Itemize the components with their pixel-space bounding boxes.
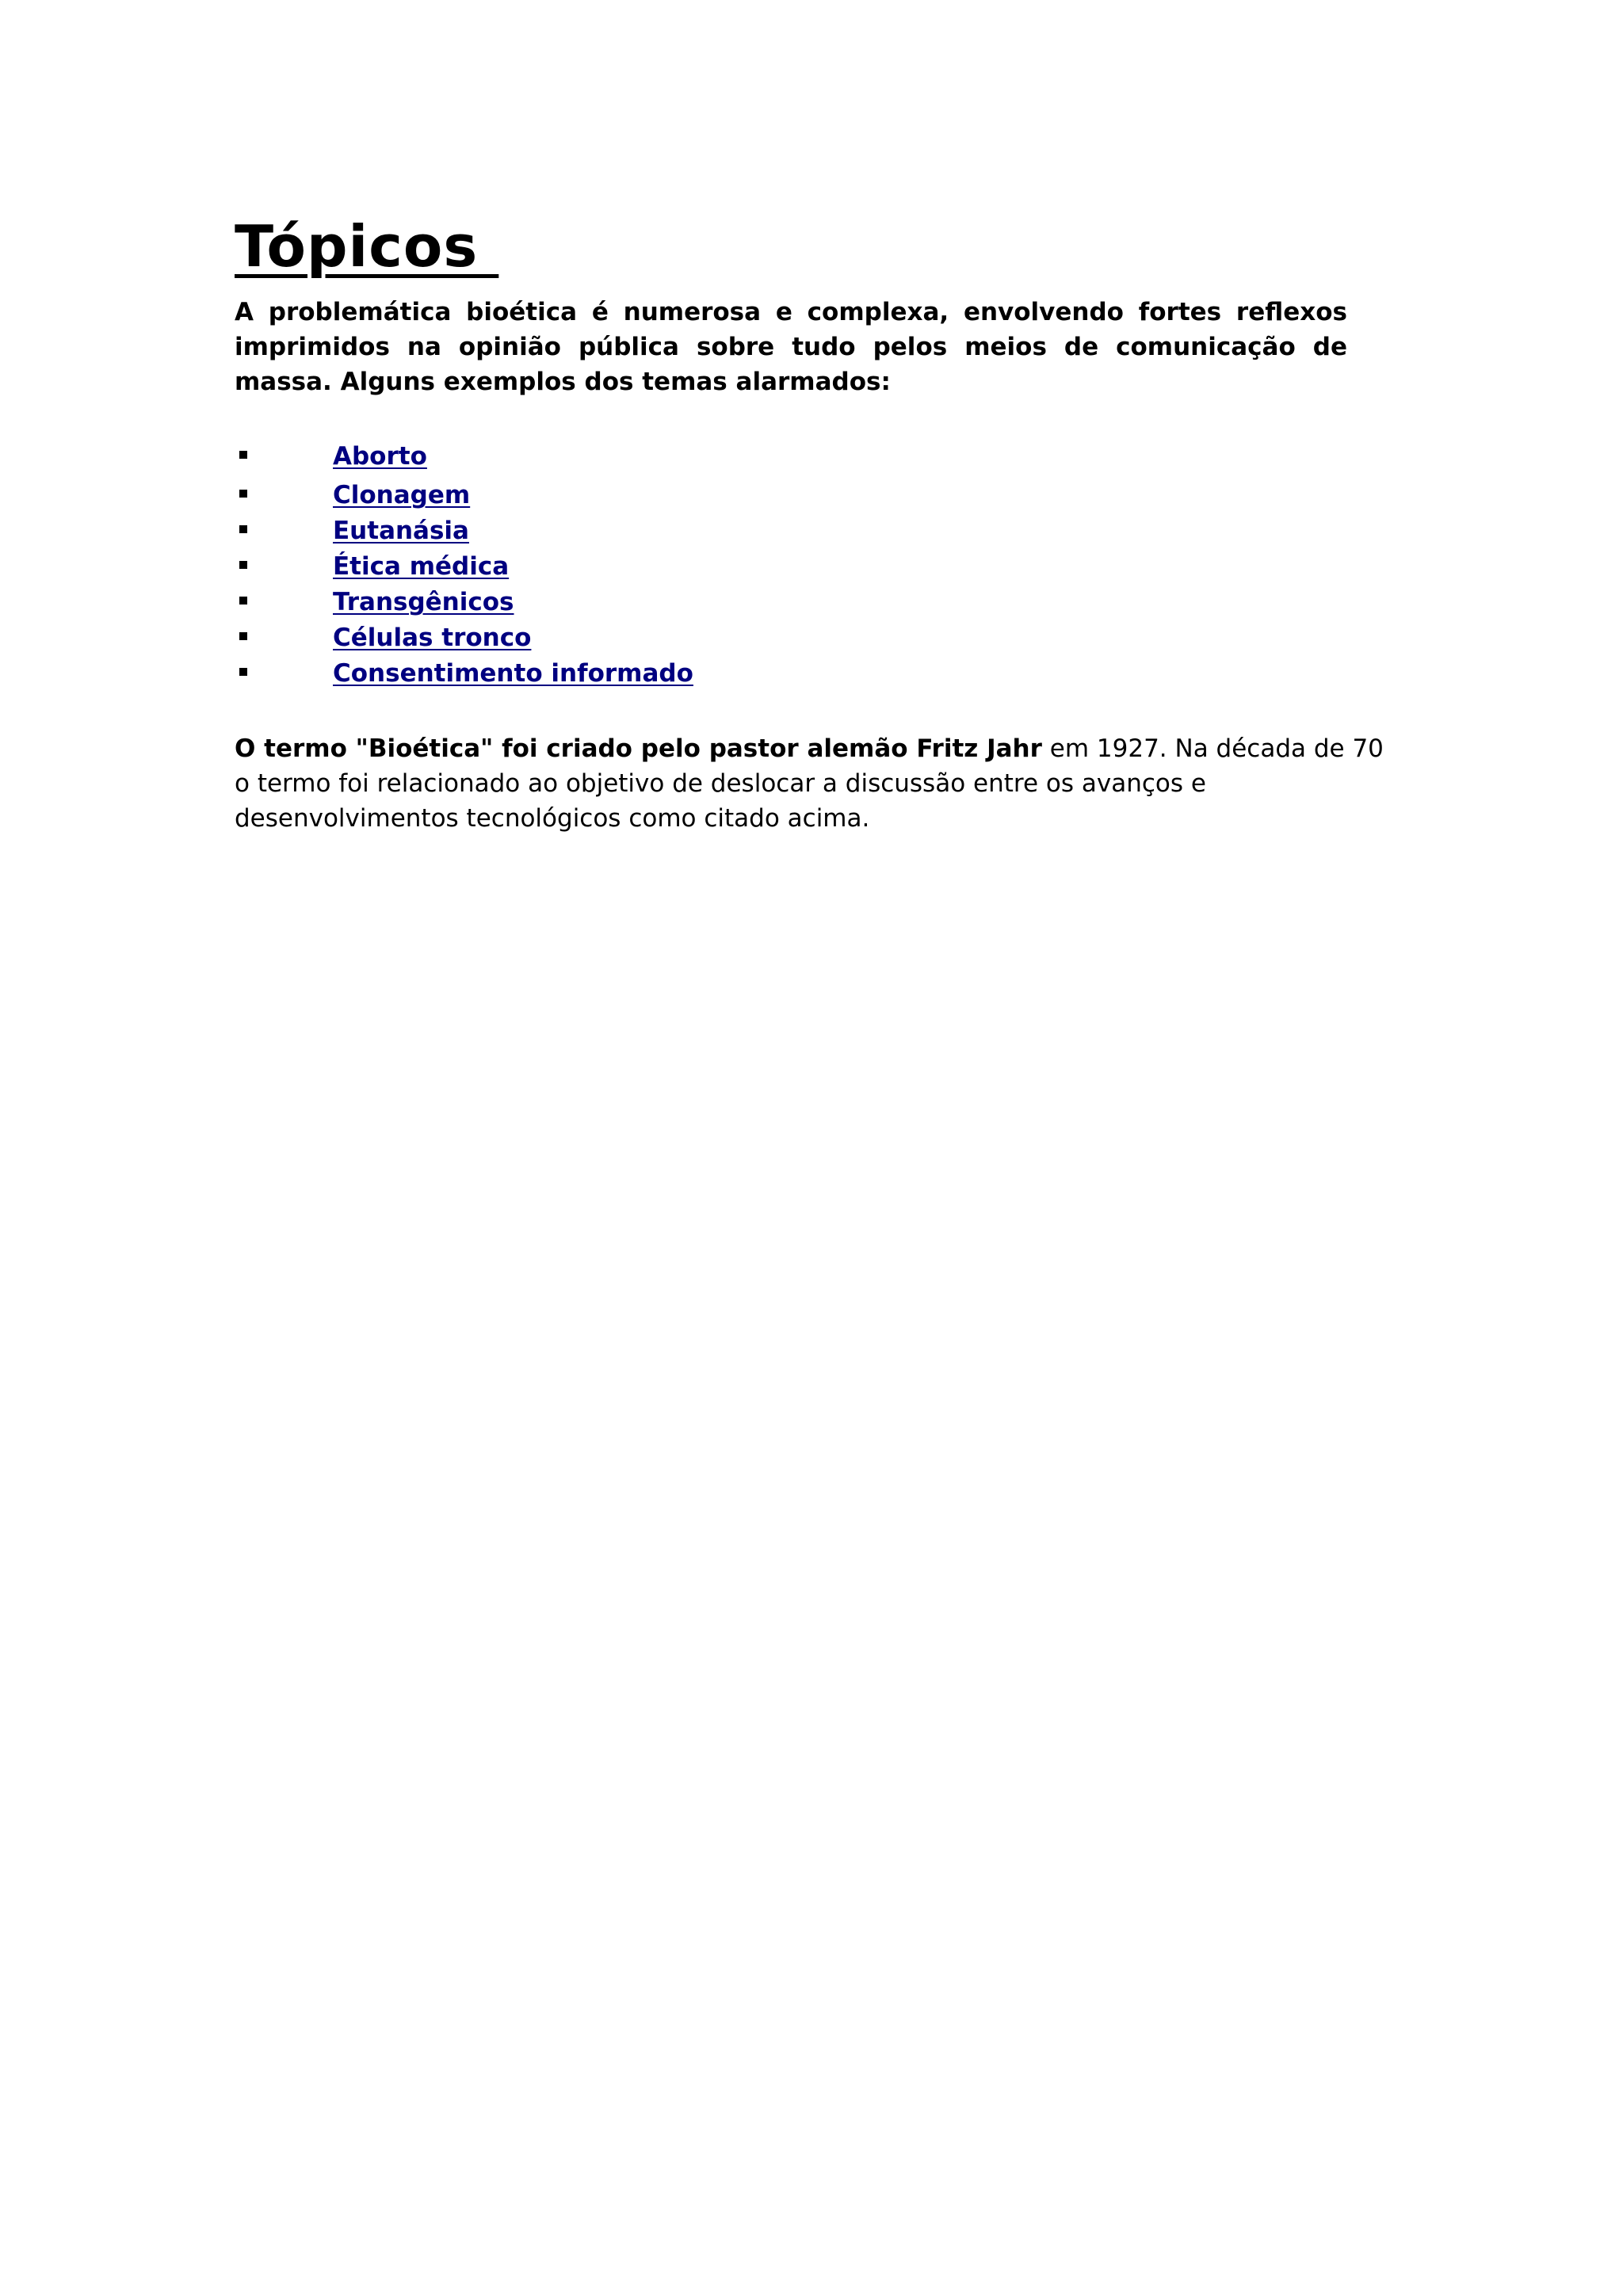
- square-bullet-icon: [239, 597, 247, 605]
- document-page: [235, 211, 1392, 836]
- topic-list: [235, 439, 1392, 692]
- intro-paragraph: A problemática bioética é numerosa e complexa, envolvendo fortes reflexos imprimidos na opinião pública sobre tudo pelos meios de comunicação de massa. Alguns exemplos dos temas alarmados:: [235, 298, 1347, 396]
- page-title: Tópicos: [235, 213, 499, 280]
- list-item: [235, 656, 1392, 692]
- square-bullet-icon: [239, 490, 247, 498]
- list-item: [235, 585, 1392, 620]
- square-bullet-icon: [239, 525, 247, 533]
- list-item: [235, 439, 1392, 478]
- list-item: [235, 620, 1392, 656]
- list-item: [235, 549, 1392, 585]
- topic-link-aborto[interactable]: Aborto: [333, 442, 427, 471]
- topic-link-etica-medica[interactable]: Ética médica: [333, 552, 510, 581]
- topic-link-eutanasia[interactable]: Eutanásia: [333, 517, 469, 545]
- topic-link-clonagem[interactable]: Clonagem: [333, 481, 471, 509]
- topic-link-consentimento-informado[interactable]: Consentimento informado: [333, 659, 693, 688]
- topic-link-transgenicos[interactable]: Transgênicos: [333, 588, 514, 616]
- square-bullet-icon: [239, 561, 247, 569]
- topic-link-celulas-tronco[interactable]: Células tronco: [333, 624, 532, 652]
- square-bullet-icon: [239, 632, 247, 640]
- closing-bold-text: O termo "Bioética" foi criado pelo pastor alemão Fritz Jahr: [235, 734, 1042, 763]
- closing-regular-text: em 1927. Na década de 70 o termo foi relacionado ao objetivo de deslocar a discussão entre os avanços e desenvolvimentos tecnológicos como citado acima.: [235, 734, 1384, 833]
- square-bullet-icon: [239, 668, 247, 676]
- list-item: [235, 478, 1392, 513]
- closing-paragraph: [235, 731, 1400, 836]
- square-bullet-icon: [239, 451, 247, 459]
- list-item: [235, 513, 1392, 549]
